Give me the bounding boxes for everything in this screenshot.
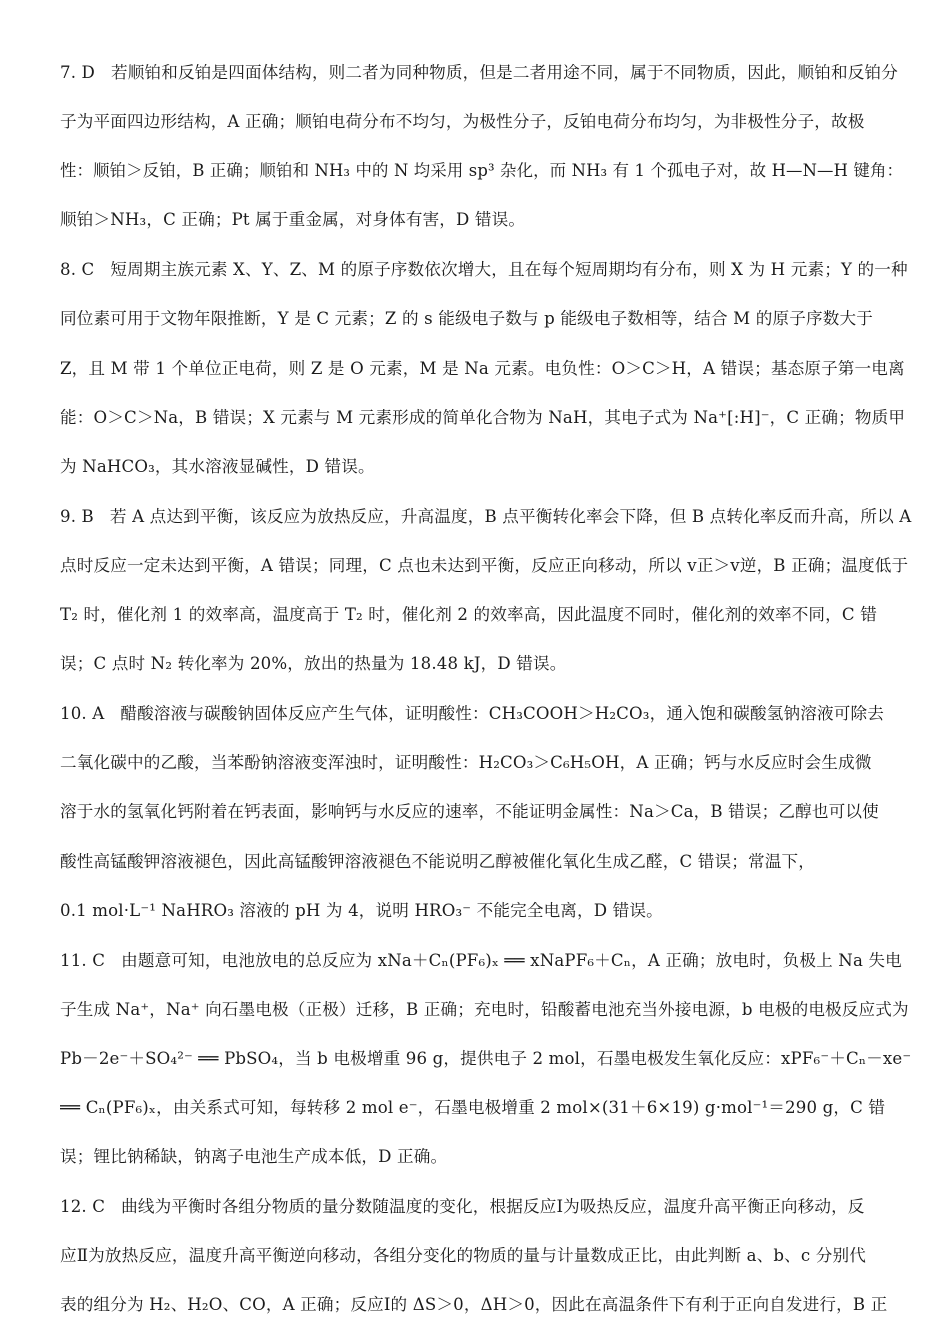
answer-text: 醋酸溶液与碳酸钠固体反应产生气体，证明酸性：CH₃COOH＞H₂CO₃，通入饱和碳酸氢钠溶液可除去 [120, 704, 884, 724]
answer-text: 由题意可知，电池放电的总反应为 xNa＋Cₙ(PF₆)ₓ ══ xNaPF₆＋Cₙ，A 正确；放电时，负极上 Na 失电 [121, 950, 902, 970]
answer-item-9 [60, 492, 912, 688]
answer-line [60, 245, 912, 294]
answer-line: 能：O＞C＞Na，B 错误；X 元素与 M 元素形成的简单化合物为 NaH，其电子式为 Na⁺[:H]⁻，C 正确；物质甲 [60, 407, 906, 427]
answer-text: 短周期主族元素 X、Y、Z、M 的原子序数依次增大，且在每个短周期均有分布，则 X 为 H 元素；Y 的一种 [110, 260, 908, 280]
answer-line: 0.1 mol·L⁻¹ NaHRO₃ 溶液的 pH 为 4，说明 HRO₃⁻ 不能完全电离，D 错误。 [60, 900, 663, 920]
answer-text: 若顺铂和反铂是四面体结构，则二者为同种物质，但是二者用途不同，属于不同物质，因此，顺铂和反铂分 [111, 63, 898, 82]
answer-line: 误；锂比钠稀缺，钠离子电池生产成本低，D 正确。 [60, 1147, 448, 1167]
answer-line: 二氧化碳中的乙酸，当苯酚钠溶液变浑浊时，证明酸性：H₂CO₃＞C₆H₅OH，A 正确；钙与水反应时会生成微 [60, 753, 872, 773]
answer-line: 顺铂＞NH₃，C 正确；Pt 属于重金属，对身体有害，D 错误。 [60, 210, 526, 230]
answer-text: 若 A 点达到平衡，该反应为放热反应，升高温度，B 点平衡转化率会下降，但 B 点转化率反而升高，所以 A [109, 506, 912, 526]
answer-line: 子为平面四边形结构，A 正确；顺铂电荷分布不均匀，为极性分子，反铂电荷分布均匀，为非极性分子，故极 [60, 112, 865, 132]
answer-text: 曲线为平衡时各组分物质的量分数随温度的变化，根据反应Ⅰ为吸热反应，温度升高平衡正向移动，反 [121, 1197, 865, 1217]
answer-number: 12. C [60, 1197, 106, 1217]
answer-number: 11. C [60, 950, 106, 970]
answer-line: 性：顺铂＞反铂，B 正确；顺铂和 NH₃ 中的 N 均采用 sp³ 杂化，而 NH₃ 有 1 个孤电子对，故 H—N—H 键角： [60, 161, 904, 181]
answer-line: Pb－2e⁻＋SO₄²⁻ ══ PbSO₄，当 b 电极增重 96 g，提供电子 2 mol，石墨电极发生氧化反应：xPF₆⁻＋Cₙ－xe⁻ [60, 1048, 912, 1068]
answer-line: 点时反应一定未达到平衡，A 错误；同理，C 点也未达到平衡，反应正向移动，所以 v正＞v逆，B 正确；温度低于 [60, 555, 909, 575]
answer-line: 酸性高锰酸钾溶液褪色，因此高锰酸钾溶液褪色不能说明乙醇被催化氧化生成乙醛，C 错误；常温下， [60, 851, 815, 871]
answer-line [60, 689, 912, 738]
answer-line: Z，且 M 带 1 个单位正电荷，则 Z 是 O 元素，M 是 Na 元素。电负性：O＞C＞H，A 错误；基态原子第一电离 [60, 358, 905, 378]
answer-number: 9. B [60, 506, 94, 526]
answer-number: 10. A [60, 704, 105, 724]
answer-line [60, 1182, 912, 1231]
answer-number: 7. D [60, 63, 96, 82]
answer-line: 表的组分为 H₂、H₂O、CO，A 正确；反应Ⅰ的 ΔS＞0，ΔH＞0，因此在高温条件下有利于正向自发进行，B 正 [60, 1295, 888, 1315]
answer-line [60, 492, 912, 541]
answer-line: 为 NaHCO₃，其水溶液显碱性，D 错误。 [60, 456, 375, 476]
answer-item-12 [60, 1182, 912, 1329]
answer-line: ══ Cₙ(PF₆)ₓ，由关系式可知，每转移 2 mol e⁻，石墨电极增重 2 mol×(31＋6×19) g·mol⁻¹＝290 g，C 错 [60, 1097, 886, 1117]
answer-line: 同位素可用于文物年限推断，Y 是 C 元素；Z 的 s 能级电子数与 p 能级电子数相等，结合 M 的原子序数大于 [60, 309, 873, 329]
answer-item-10 [60, 689, 912, 934]
answer-line: 应Ⅱ为放热反应，温度升高平衡逆向移动，各组分变化的物质的量与计量数成正比，由此判断 a、b、c 分别代 [60, 1246, 867, 1266]
answer-line: 子生成 Na⁺，Na⁺ 向石墨电极（正极）迁移，B 正确；充电时，铅酸蓄电池充当外接电源，b 电极的电极反应式为 [60, 999, 909, 1019]
answer-line [60, 48, 912, 97]
answer-line: T₂ 时，催化剂 1 的效率高，温度高于 T₂ 时，催化剂 2 的效率高，因此温度不同时，催化剂的效率不同，C 错 [60, 605, 877, 625]
answer-item-7 [60, 48, 912, 244]
answer-number: 8. C [60, 260, 95, 280]
answer-item-11 [60, 936, 912, 1181]
answer-line: 溶于水的氢氧化钙附着在钙表面，影响钙与水反应的速率，不能证明金属性：Na＞Ca，B 错误；乙醇也可以使 [60, 802, 879, 822]
answer-page [60, 48, 912, 1330]
answer-item-8 [60, 245, 912, 490]
answer-line: 误；C 点时 N₂ 转化率为 20%，放出的热量为 18.48 kJ，D 错误。 [60, 654, 567, 674]
answer-line [60, 936, 912, 985]
